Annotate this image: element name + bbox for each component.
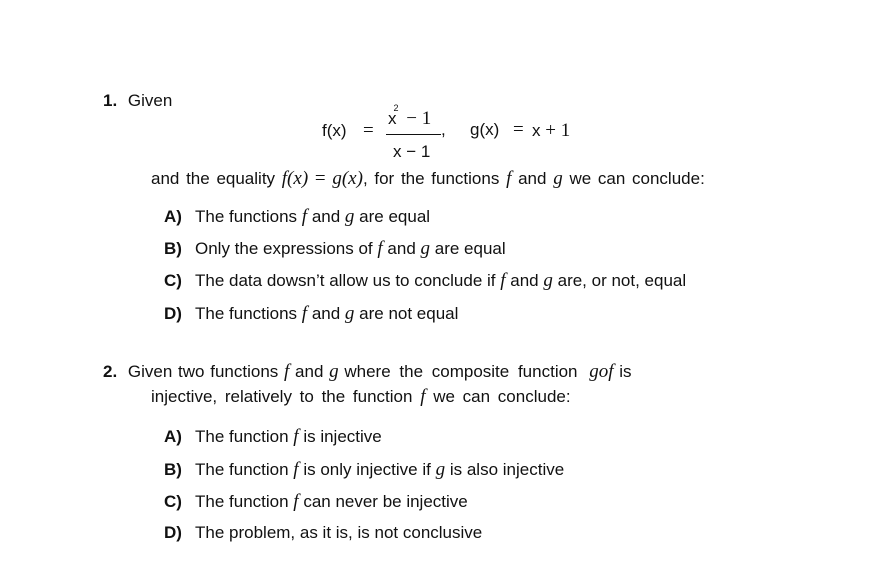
numerator-exponent: 2 (393, 103, 399, 114)
g-label: g(x) (470, 120, 500, 139)
option-text: The function (195, 492, 289, 511)
option-letter: B) (164, 460, 182, 479)
q2-gof: gof (589, 361, 614, 382)
statement-f: f (506, 168, 512, 189)
g-rhs-rest: + 1 (545, 120, 571, 141)
statement-gx: g(x) (332, 168, 363, 189)
option-post: are equal (434, 239, 506, 258)
statement-eq: = (314, 168, 326, 189)
q1-option-b (164, 238, 506, 260)
option-letter: A) (164, 207, 182, 226)
option-post: are equal (359, 207, 431, 226)
q2-line2-post: we can conclude: (433, 387, 571, 406)
q2-option-b (164, 459, 564, 481)
statement-part3: we can conclude: (569, 169, 705, 188)
option-text: The data dowsn’t allow us to conclude if (195, 271, 496, 290)
option-letter: C) (164, 492, 182, 511)
option-text: The functions (195, 304, 298, 323)
q2-g: g (329, 361, 339, 382)
option-letter: D) (164, 304, 182, 323)
statement-g: g (553, 168, 563, 189)
option-text: The function (195, 427, 289, 446)
statement-and: and (518, 169, 547, 188)
option-text: The function (195, 460, 289, 479)
formula-comma: , (441, 120, 446, 139)
q1-option-c (164, 270, 686, 292)
q2-option-c (164, 491, 468, 513)
q2-option-a (164, 426, 382, 448)
option-f: f (377, 238, 383, 259)
option-f: f (301, 206, 308, 227)
option-g: g (543, 270, 553, 291)
option-g: g (420, 238, 431, 259)
option-text: The problem, as it is, is not conclusive (195, 523, 483, 542)
option-mid: and (387, 239, 416, 258)
option-text: Only the expressions of (195, 239, 373, 258)
question-2-line-1 (103, 361, 632, 383)
option-mid: and (510, 271, 539, 290)
q2-pre: Given two functions (127, 362, 279, 381)
option-post: is also injective (449, 460, 565, 479)
option-g: g (344, 303, 355, 324)
statement-fx: f(x) (281, 168, 309, 189)
q2-mid: where the composite function (344, 362, 578, 381)
option-post: are not equal (359, 304, 459, 323)
option-text: The functions (195, 207, 298, 226)
question-number: 2. (103, 362, 118, 381)
question-2-line-2 (151, 386, 571, 408)
q2-line2-pre: injective, relatively to the function (151, 387, 413, 406)
f-label: f(x) (322, 121, 347, 140)
option-f: f (293, 491, 299, 512)
option-f: f (293, 459, 299, 480)
q2-option-d (164, 523, 482, 543)
q1-option-a (164, 206, 430, 228)
g-equals-sign: = (513, 119, 524, 140)
fraction-denominator: x − 1 (393, 142, 431, 161)
fraction-numerator (388, 103, 432, 130)
option-post: can never be injective (303, 492, 468, 511)
fraction-bar (386, 134, 441, 135)
question-lead: Given (127, 91, 173, 110)
q1-option-d (164, 303, 458, 325)
option-mid: and (311, 304, 341, 323)
option-letter: B) (164, 239, 182, 258)
g-rhs (532, 120, 570, 142)
q2-and: and (295, 362, 324, 381)
question-number: 1. (103, 91, 118, 110)
statement-part1: and the equality (151, 169, 276, 188)
option-mid: is only injective if (303, 460, 431, 479)
option-letter: D) (164, 523, 182, 542)
g-rhs-x: x (532, 121, 541, 140)
option-post: are, or not, equal (557, 271, 687, 290)
statement-part2: , for the functions (362, 169, 500, 188)
option-letter: A) (164, 427, 182, 446)
question-1-statement (151, 168, 705, 190)
option-g: g (435, 459, 446, 480)
q2-f: f (284, 361, 290, 382)
numerator-rest: − 1 (406, 108, 432, 129)
q2-post: is (619, 362, 632, 381)
option-letter: C) (164, 271, 182, 290)
option-f: f (500, 270, 506, 291)
equals-sign: = (363, 120, 374, 141)
question-1-heading (103, 91, 172, 111)
numerator-x: x (388, 109, 397, 128)
option-f: f (293, 426, 299, 447)
option-mid: and (311, 207, 341, 226)
option-f: f (301, 303, 308, 324)
option-post: is injective (303, 427, 382, 446)
option-g: g (344, 206, 355, 227)
q2-line2-f: f (420, 386, 426, 407)
